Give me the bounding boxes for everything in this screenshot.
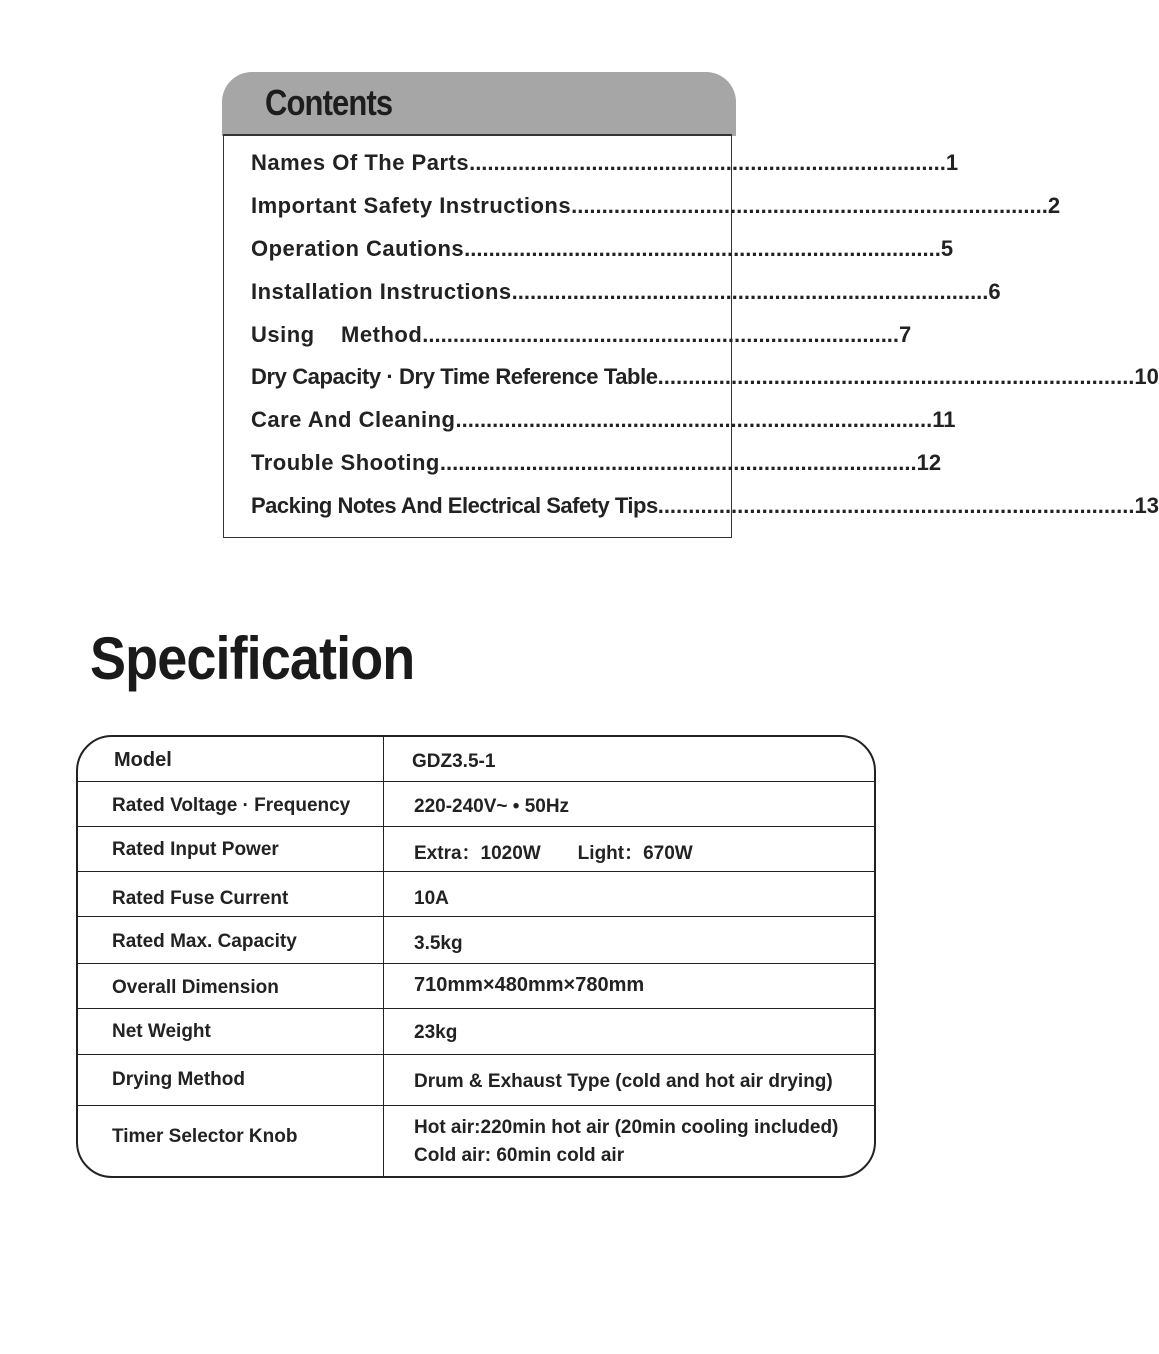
spec-value-net-weight: 23kg — [414, 1022, 458, 1043]
toc-item-dry-capacity-table — [251, 360, 1159, 390]
toc-leader-dots: .............................................................................. — [571, 193, 1048, 218]
row-divider — [78, 1105, 874, 1106]
spec-value-overall-dimension: 710mm×480mm×780mm — [414, 974, 645, 996]
toc-leader-dots: .............................................................................. — [439, 450, 917, 475]
toc-label: Care And Cleaning — [251, 407, 456, 432]
spec-value-fuse-current: 10A — [414, 888, 449, 909]
toc-leader-dots: .............................................................................. — [511, 279, 989, 304]
row-divider — [78, 1054, 874, 1055]
toc-item-installation-instructions — [251, 275, 1001, 305]
spec-label-max-capacity: Rated Max. Capacity — [112, 931, 297, 952]
spec-label-input-power: Rated Input Power — [112, 839, 279, 860]
toc-leader-dots: .............................................................................. — [657, 364, 1135, 389]
spec-value-max-capacity: 3.5kg — [414, 933, 463, 954]
toc-label: Names Of The Parts — [251, 150, 470, 175]
spec-value-input-power: Extra：1020W Light：670W — [414, 843, 693, 864]
row-divider — [78, 826, 874, 827]
row-divider — [78, 963, 874, 964]
toc-label: Dry Capacity · Dry Time Reference Table — [251, 364, 658, 389]
spec-label-overall-dimension: Overall Dimension — [112, 977, 279, 998]
toc-label: Installation Instructions — [251, 279, 512, 304]
spec-value-timer-hot-air: Hot air:220min hot air (20min cooling included) — [414, 1117, 839, 1138]
toc-page: 1 — [945, 150, 959, 175]
toc-label: Packing Notes And Electrical Safety Tips — [251, 493, 658, 518]
toc-page: 6 — [988, 279, 1001, 304]
spec-label-net-weight: Net Weight — [112, 1021, 211, 1042]
spec-value-timer-cold-air: Cold air: 60min cold air — [414, 1145, 625, 1166]
toc-leader-dots: .............................................................................. — [455, 407, 933, 432]
spec-value-model: GDZ3.5-1 — [412, 751, 496, 772]
toc-leader-dots: .............................................................................. — [422, 322, 900, 347]
column-divider — [383, 737, 384, 1176]
toc-item-using-method — [251, 318, 912, 348]
contents-title: Contents — [265, 82, 393, 123]
toc-item-care-and-cleaning — [251, 403, 956, 433]
toc-page: 10 — [1134, 364, 1159, 389]
toc-item-names-of-parts — [251, 146, 959, 176]
toc-leader-dots: .............................................................................. — [657, 493, 1135, 518]
spec-label-timer-selector: Timer Selector Knob — [112, 1126, 298, 1147]
toc-page: 13 — [1134, 493, 1159, 518]
toc-label: Operation Cautions — [251, 236, 465, 261]
spec-value-voltage-frequency: 220-240V~ • 50Hz — [414, 796, 570, 817]
row-divider — [78, 1008, 874, 1009]
toc-item-packing-notes — [251, 489, 1159, 519]
toc-item-safety-instructions — [251, 189, 1061, 219]
toc-label: Using Method — [251, 322, 423, 347]
spec-label-fuse-current: Rated Fuse Current — [112, 888, 289, 909]
spec-label-model: Model — [114, 749, 172, 771]
toc-label: Trouble Shooting — [251, 450, 440, 475]
toc-leader-dots: .............................................................................. — [469, 150, 946, 175]
spec-label-drying-method: Drying Method — [112, 1069, 245, 1090]
toc-page: 12 — [916, 450, 942, 475]
toc-page: 7 — [899, 322, 912, 347]
row-divider — [78, 781, 874, 782]
toc-label: Important Safety Instructions — [251, 193, 572, 218]
toc-page: 2 — [1047, 193, 1061, 218]
spec-label-voltage-frequency: Rated Voltage · Frequency — [112, 795, 351, 816]
row-divider — [78, 871, 874, 872]
toc-item-operation-cautions — [251, 232, 954, 262]
specification-title: Specification — [90, 625, 415, 692]
toc-leader-dots: .............................................................................. — [464, 236, 941, 261]
specification-table — [76, 735, 876, 1178]
row-divider — [78, 916, 874, 917]
toc-page: 5 — [940, 236, 954, 261]
toc-page: 11 — [932, 407, 956, 432]
toc-item-trouble-shooting — [251, 446, 942, 476]
spec-value-drying-method: Drum & Exhaust Type (cold and hot air drying) — [414, 1071, 833, 1092]
